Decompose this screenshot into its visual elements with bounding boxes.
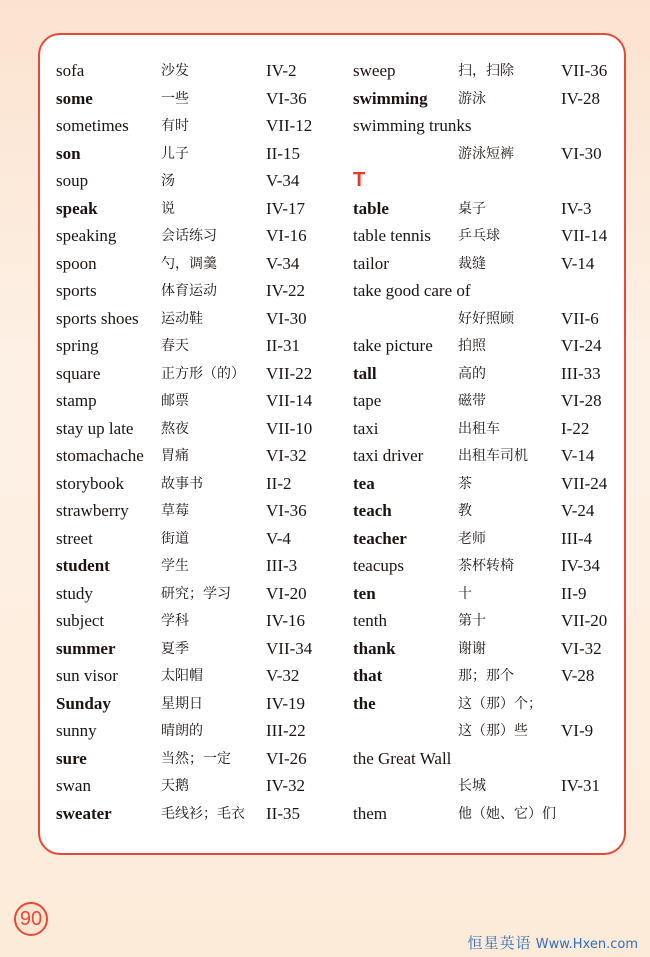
english-word: spoon xyxy=(56,253,97,273)
unit-reference: VI-26 xyxy=(266,748,307,768)
glossary-entry xyxy=(56,277,346,305)
glossary-entry xyxy=(353,85,619,113)
glossary-entry xyxy=(56,580,346,608)
chinese-meaning: 游泳 xyxy=(458,90,486,107)
unit-reference: V-34 xyxy=(266,253,300,273)
unit-reference: VI-30 xyxy=(266,308,307,328)
chinese-meaning: 熬夜 xyxy=(161,420,189,437)
glossary-entry xyxy=(353,250,619,278)
english-word: speak xyxy=(56,198,98,218)
glossary-entry xyxy=(353,277,619,305)
unit-reference: V-14 xyxy=(561,446,595,465)
english-word: sports xyxy=(56,281,97,300)
english-word: sometimes xyxy=(56,116,129,135)
glossary-entry xyxy=(353,332,619,360)
unit-reference: I-22 xyxy=(561,418,590,438)
english-word: table tennis xyxy=(353,226,431,245)
chinese-meaning: 会话练习 xyxy=(161,228,217,244)
english-word: son xyxy=(56,143,81,163)
english-word: take good care of xyxy=(353,281,471,300)
english-word: stomachache xyxy=(56,446,144,465)
english-word: sweep xyxy=(353,61,396,80)
chinese-meaning: 正方形（的） xyxy=(161,365,245,382)
chinese-meaning: 磁带 xyxy=(458,393,486,409)
glossary-entry xyxy=(56,635,346,663)
chinese-meaning: 长城 xyxy=(458,778,486,794)
letter-heading-label: T xyxy=(353,169,366,191)
chinese-meaning: 第十 xyxy=(458,613,486,629)
english-word: speaking xyxy=(56,226,117,245)
unit-reference: VI-30 xyxy=(561,143,602,163)
glossary-entry xyxy=(353,800,619,828)
chinese-meaning: 出租车 xyxy=(458,420,500,437)
letter-heading xyxy=(353,167,619,195)
english-word: swimming xyxy=(353,88,428,108)
chinese-meaning: 乒乓球 xyxy=(458,228,500,244)
glossary-entry xyxy=(353,525,619,553)
chinese-meaning: 星期日 xyxy=(161,695,203,712)
glossary-entry xyxy=(353,360,619,388)
unit-reference: IV-16 xyxy=(266,611,306,630)
unit-reference: II-31 xyxy=(266,336,300,355)
glossary-entry xyxy=(353,112,619,140)
unit-reference: VII-12 xyxy=(266,116,313,135)
glossary-entry xyxy=(353,745,619,773)
english-word: tape xyxy=(353,391,382,410)
english-word: sure xyxy=(56,748,87,768)
english-word: soup xyxy=(56,171,89,190)
unit-reference: V-28 xyxy=(561,666,595,685)
glossary-entry xyxy=(56,167,346,195)
glossary-entry xyxy=(56,772,346,800)
chinese-meaning: 体育运动 xyxy=(161,283,217,299)
unit-reference: VII-24 xyxy=(561,473,608,493)
chinese-meaning: 胃痛 xyxy=(161,448,189,464)
chinese-meaning: 有时 xyxy=(161,118,189,134)
unit-reference: VI-20 xyxy=(266,583,307,603)
unit-reference: VII-6 xyxy=(561,308,599,328)
unit-reference: VII-14 xyxy=(561,226,608,245)
glossary-entry xyxy=(56,552,346,580)
glossary-entry xyxy=(56,745,346,773)
english-word: some xyxy=(56,88,93,108)
glossary-entry xyxy=(56,607,346,635)
unit-reference: IV-32 xyxy=(266,776,306,795)
glossary-entry xyxy=(56,470,346,498)
unit-reference: II-9 xyxy=(561,583,587,603)
unit-reference: IV-22 xyxy=(266,281,306,300)
english-word: teach xyxy=(353,501,392,520)
chinese-meaning: 运动鞋 xyxy=(161,310,203,327)
glossary-entry xyxy=(353,57,619,85)
chinese-meaning: 晴朗的 xyxy=(161,723,203,739)
unit-reference: II-15 xyxy=(266,143,300,163)
watermark-brand: 恒星英语 xyxy=(467,934,532,952)
unit-reference: V-4 xyxy=(266,528,291,548)
unit-reference: VI-32 xyxy=(561,638,602,658)
unit-reference: II-2 xyxy=(266,473,292,493)
chinese-meaning: 好好照顾 xyxy=(458,310,514,327)
glossary-entry xyxy=(353,662,619,690)
glossary-entry xyxy=(56,222,346,250)
unit-reference: IV-31 xyxy=(561,776,601,795)
glossary-entry xyxy=(56,195,346,223)
english-word: tenth xyxy=(353,611,387,630)
english-word: teacher xyxy=(353,528,407,548)
english-word: summer xyxy=(56,638,116,658)
chinese-meaning: 春天 xyxy=(161,338,189,354)
glossary-entry xyxy=(353,717,619,745)
chinese-meaning: 当然；一定 xyxy=(161,750,231,767)
glossary-entry xyxy=(353,497,619,525)
english-word: tailor xyxy=(353,253,389,273)
glossary-entry xyxy=(353,635,619,663)
glossary-entry xyxy=(56,662,346,690)
unit-reference: VII-34 xyxy=(266,638,313,658)
glossary-entry xyxy=(353,552,619,580)
unit-reference: VI-28 xyxy=(561,391,602,410)
english-word: square xyxy=(56,363,101,383)
chinese-meaning: 夏季 xyxy=(161,640,189,657)
page-number: 90 xyxy=(14,902,48,936)
unit-reference: VII-22 xyxy=(266,363,313,383)
english-word: street xyxy=(56,528,93,548)
chinese-meaning: 说 xyxy=(161,200,175,217)
unit-reference: VI-24 xyxy=(561,336,602,355)
glossary-entry xyxy=(56,305,346,333)
glossary-entry xyxy=(353,222,619,250)
english-word: tea xyxy=(353,473,375,493)
english-word: stamp xyxy=(56,391,97,410)
english-word: spring xyxy=(56,336,99,355)
chinese-meaning: 老师 xyxy=(458,530,486,547)
chinese-meaning: 谢谢 xyxy=(458,640,486,657)
glossary-entry xyxy=(56,57,346,85)
chinese-meaning: 学科 xyxy=(161,613,189,629)
unit-reference: VI-16 xyxy=(266,226,307,245)
english-word: stay up late xyxy=(56,418,134,438)
chinese-meaning: 那；那个 xyxy=(458,668,514,684)
english-word: thank xyxy=(353,638,396,658)
glossary-entry xyxy=(56,717,346,745)
unit-reference: VII-20 xyxy=(561,611,608,630)
chinese-meaning: 故事书 xyxy=(161,475,203,492)
chinese-meaning: 研究；学习 xyxy=(161,585,231,602)
chinese-meaning: 教 xyxy=(458,503,472,519)
chinese-meaning: 毛线衫；毛衣 xyxy=(161,805,245,822)
unit-reference: III-3 xyxy=(266,556,298,575)
unit-reference: VI-9 xyxy=(561,721,594,740)
unit-reference: VI-36 xyxy=(266,88,307,108)
glossary-entry xyxy=(56,85,346,113)
english-word: strawberry xyxy=(56,501,129,520)
glossary-entry xyxy=(353,195,619,223)
chinese-meaning: 茶 xyxy=(458,475,472,492)
glossary-entry xyxy=(56,387,346,415)
glossary-entry xyxy=(353,772,619,800)
chinese-meaning: 天鹅 xyxy=(161,778,189,794)
chinese-meaning: 儿子 xyxy=(161,145,189,162)
unit-reference: III-4 xyxy=(561,528,593,548)
chinese-meaning: 邮票 xyxy=(161,393,189,409)
english-word: sun visor xyxy=(56,666,118,685)
glossary-entry xyxy=(56,415,346,443)
unit-reference: V-14 xyxy=(561,253,595,273)
unit-reference: III-33 xyxy=(561,363,601,383)
english-word: storybook xyxy=(56,473,124,493)
chinese-meaning: 太阳帽 xyxy=(161,668,203,684)
unit-reference: IV-28 xyxy=(561,88,601,108)
chinese-meaning: 高的 xyxy=(458,365,486,382)
chinese-meaning: 裁缝 xyxy=(458,255,486,272)
chinese-meaning: 游泳短裤 xyxy=(458,145,514,162)
chinese-meaning: 草莓 xyxy=(161,503,189,519)
english-word: take picture xyxy=(353,336,433,355)
glossary-entry xyxy=(56,112,346,140)
english-word: swan xyxy=(56,776,91,795)
unit-reference: V-24 xyxy=(561,501,595,520)
unit-reference: VI-36 xyxy=(266,501,307,520)
english-word: Sunday xyxy=(56,693,111,713)
site-watermark xyxy=(468,932,638,953)
english-word: taxi driver xyxy=(353,446,424,465)
unit-reference: VII-36 xyxy=(561,61,608,80)
english-word: study xyxy=(56,583,93,603)
chinese-meaning: 桌子 xyxy=(458,200,486,217)
english-word: subject xyxy=(56,611,105,630)
chinese-meaning: 街道 xyxy=(161,530,189,547)
glossary-entry xyxy=(353,580,619,608)
glossary-entry xyxy=(56,140,346,168)
glossary-entry xyxy=(353,415,619,443)
chinese-meaning: 这（那）些 xyxy=(458,723,528,739)
english-word: that xyxy=(353,666,383,685)
glossary-entry xyxy=(56,250,346,278)
glossary-card xyxy=(38,33,626,855)
chinese-meaning: 他（她、它）们 xyxy=(458,805,556,822)
unit-reference: IV-34 xyxy=(561,556,601,575)
glossary-entry xyxy=(56,525,346,553)
english-word: taxi xyxy=(353,418,379,438)
glossary-entry xyxy=(56,690,346,718)
glossary-entry xyxy=(353,140,619,168)
glossary-entry xyxy=(56,332,346,360)
unit-reference: III-22 xyxy=(266,721,306,740)
glossary-entry xyxy=(353,442,619,470)
chinese-meaning: 汤 xyxy=(161,173,175,189)
unit-reference: IV-3 xyxy=(561,198,592,218)
glossary-entry xyxy=(353,387,619,415)
glossary-left-column xyxy=(56,57,346,827)
chinese-meaning: 十 xyxy=(458,585,472,602)
unit-reference: IV-19 xyxy=(266,693,306,713)
english-word: student xyxy=(56,556,110,575)
english-word: the xyxy=(353,693,376,713)
glossary-entry xyxy=(353,607,619,635)
english-word: ten xyxy=(353,583,376,603)
glossary-entry xyxy=(353,305,619,333)
english-word: sweater xyxy=(56,803,112,823)
chinese-meaning: 拍照 xyxy=(458,338,486,354)
glossary-entry xyxy=(353,690,619,718)
chinese-meaning: 扫，扫除 xyxy=(458,63,514,79)
unit-reference: VII-14 xyxy=(266,391,313,410)
watermark-url: Www.Hxen.com xyxy=(535,937,638,952)
unit-reference: VI-32 xyxy=(266,446,307,465)
english-word: swimming trunks xyxy=(353,116,472,135)
english-word: the Great Wall xyxy=(353,748,452,768)
unit-reference: II-35 xyxy=(266,803,300,823)
glossary-right-column xyxy=(353,57,619,827)
chinese-meaning: 一些 xyxy=(161,90,189,107)
chinese-meaning: 出租车司机 xyxy=(458,448,528,464)
unit-reference: IV-2 xyxy=(266,61,297,80)
english-word: teacups xyxy=(353,556,404,575)
english-word: them xyxy=(353,803,387,823)
chinese-meaning: 这（那）个； xyxy=(458,695,542,712)
chinese-meaning: 勺，调羹 xyxy=(161,255,217,272)
unit-reference: V-32 xyxy=(266,666,300,685)
chinese-meaning: 茶杯转椅 xyxy=(458,558,514,574)
glossary-entry xyxy=(56,360,346,388)
glossary-entry xyxy=(56,497,346,525)
unit-reference: VII-10 xyxy=(266,418,313,438)
chinese-meaning: 沙发 xyxy=(161,63,189,79)
english-word: sports shoes xyxy=(56,308,139,328)
glossary-entry xyxy=(56,800,346,828)
english-word: tall xyxy=(353,363,377,383)
english-word: sofa xyxy=(56,61,85,80)
glossary-entry xyxy=(353,470,619,498)
unit-reference: V-34 xyxy=(266,171,300,190)
unit-reference: IV-17 xyxy=(266,198,306,218)
english-word: sunny xyxy=(56,721,97,740)
english-word: table xyxy=(353,198,389,218)
chinese-meaning: 学生 xyxy=(161,558,189,574)
glossary-entry xyxy=(56,442,346,470)
